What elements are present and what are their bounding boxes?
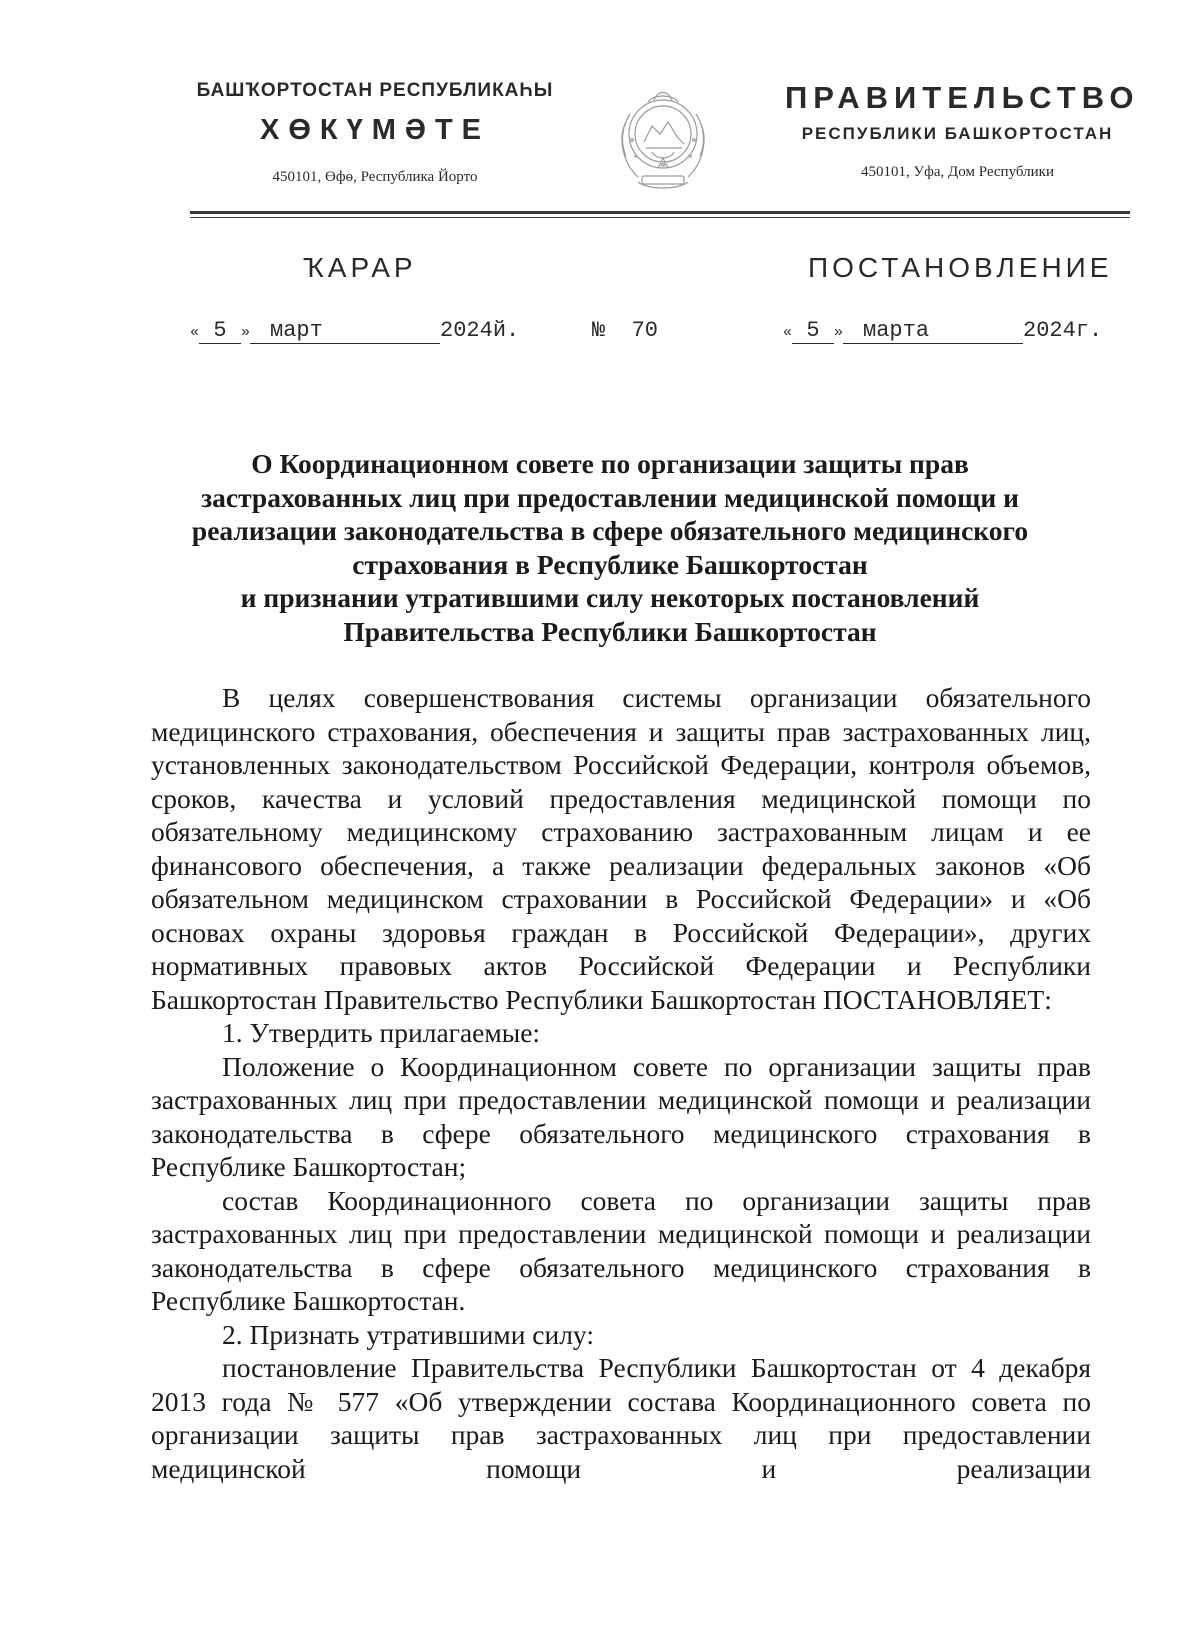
- bashkortostan-coat-of-arms-icon: [608, 82, 718, 202]
- quote-close: »: [834, 324, 844, 341]
- title-line: Правительства Республики Башкортостан: [343, 615, 877, 647]
- date-left-day: 5: [199, 319, 241, 344]
- date-left: [190, 318, 519, 344]
- date-right-year: 2024: [1023, 318, 1076, 343]
- title-line: застрахованных лиц при предоставлении медицинской помощи и: [201, 481, 1019, 513]
- document-body: [151, 681, 1091, 1485]
- body-paragraph-composition: состав Координационного совета по организации защиты прав застрахованных лиц при предоставлении медицинской помощи и реализации законодательства в сфере обязательного медицинского страхования в Республике Башкортостан.: [151, 1184, 1091, 1316]
- body-paragraph-preamble: В целях совершенствования системы организации обязательного медицинского страхования, обеспечения и защиты прав застрахованных лиц, установленных законодательством Российской Федерации, контроля объемов, сроков, качества и условий предоставления медицинской помощи по обязательному медицинскому страхованию застрахованным лицам и ее финансового обеспечения, а также реализации федеральных законов «Об обязательном медицинском страховании в Российской Федерации» и «Об основах охраны здоровья граждан в Российской Федерации», других нормативных правовых актов Российской Федерации и Республики Башкортостан Правительство Республики Башкортостан ПОСТАНОВЛЯЕТ:: [151, 682, 1091, 1015]
- quote-open: «: [783, 324, 793, 341]
- header-left-address: 450101, Өфө, Республика Йорто: [272, 169, 478, 185]
- quote-open: «: [190, 324, 200, 341]
- document-title: [150, 447, 1070, 648]
- title-line: О Координационном совете по организации защиты прав: [251, 448, 969, 479]
- date-left-year: 2024: [440, 318, 493, 343]
- title-line: реализации законодательства в сфере обязательного медицинского: [191, 515, 1029, 546]
- date-right: [783, 318, 1102, 344]
- date-left-suffix: й.: [492, 318, 520, 343]
- header-left-government: ХӨКҮМӘТЕ: [260, 114, 490, 146]
- header-right-republic: РЕСПУБЛИКИ БАШКОРТОСТАН: [801, 124, 1114, 143]
- header-right-block: [785, 80, 1140, 181]
- date-left-month: март: [250, 319, 440, 344]
- number-value: 70: [631, 318, 659, 343]
- body-paragraph-regulation: Положение о Координационном совете по организации защиты прав застрахованных лиц при предоставлении медицинской помощи и реализации законодательства в сфере обязательного медицинского страхования в Республике Башкортостан;: [151, 1050, 1091, 1182]
- date-right-suffix: г.: [1075, 318, 1103, 343]
- doc-type-russian: ПОСТАНОВЛЕНИЕ: [808, 252, 1113, 283]
- title-line: страхования в Республике Башкортостан: [352, 548, 868, 580]
- doc-type-bashkir: ҠАРАР: [303, 252, 417, 283]
- date-right-month: марта: [843, 319, 1023, 344]
- header-right-address: 450101, Уфа, Дом Республики: [861, 164, 1054, 180]
- date-right-day: 5: [792, 319, 834, 344]
- header-divider-thin: [190, 217, 1130, 218]
- body-paragraph-repealed-1: постановление Правительства Республики Башкортостан от 4 декабря 2013 года № 577 «Об утверждении состава Координационного совета по организации защиты прав застрахованных лиц при предоставлении медицинской помощи и реализации: [151, 1352, 1091, 1484]
- header-left-block: [190, 80, 560, 186]
- quote-close: »: [241, 324, 251, 341]
- header-right-government: ПРАВИТЕЛЬСТВО: [785, 80, 1140, 115]
- header-divider-thick: [190, 211, 1130, 214]
- number-sign: №: [592, 318, 606, 343]
- body-paragraph-item-1: 1. Утвердить прилагаемые:: [222, 1017, 541, 1048]
- header-left-republic: БАШҠОРТОСТАН РЕСПУБЛИКАҺЫ: [196, 80, 554, 101]
- title-line: и признании утратившими силу некоторых постановлений: [240, 582, 980, 613]
- doc-number: [592, 318, 658, 343]
- body-paragraph-item-2: 2. Признать утратившими силу:: [222, 1318, 594, 1350]
